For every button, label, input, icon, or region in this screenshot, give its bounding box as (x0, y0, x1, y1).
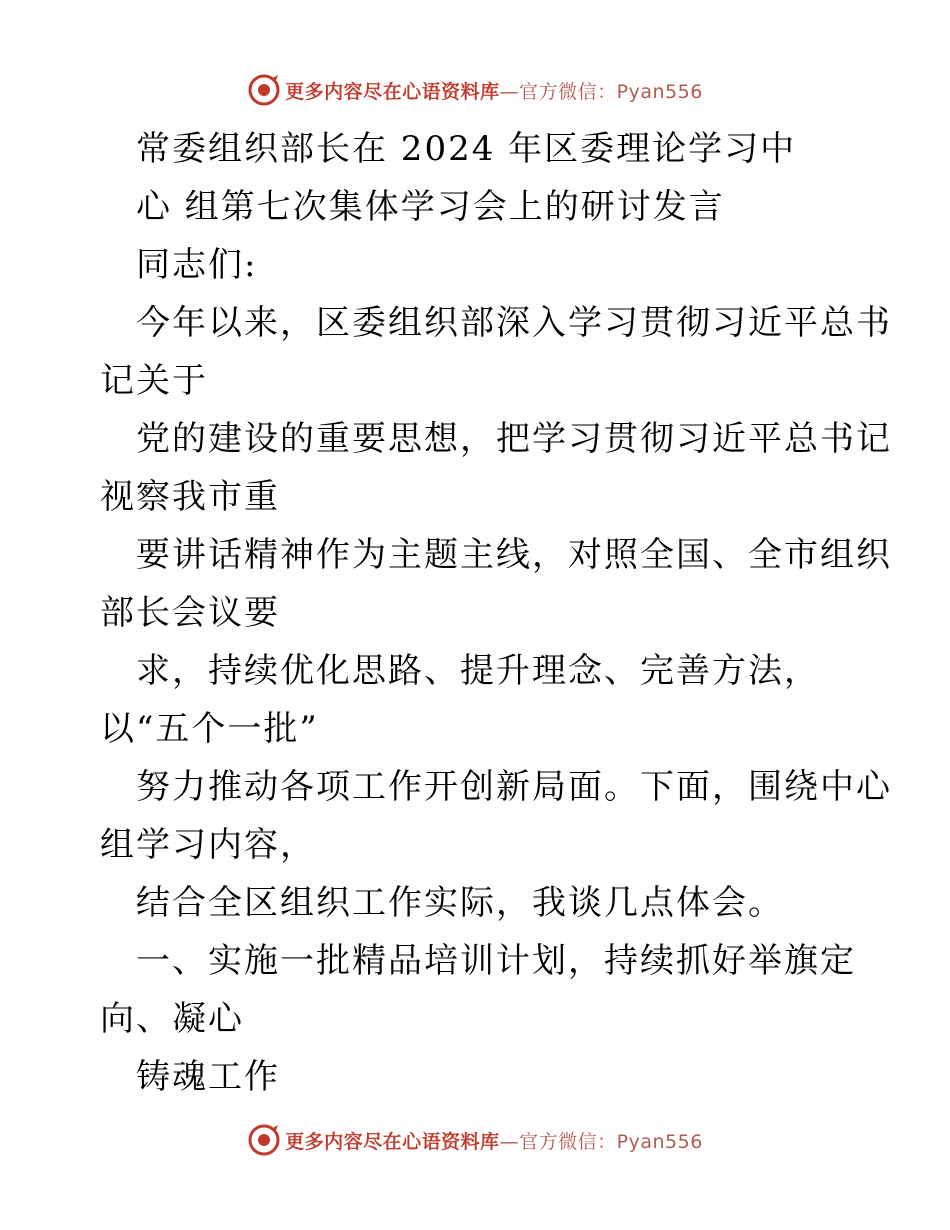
header-banner-dash: — (499, 80, 520, 103)
footer-banner (0, 1120, 950, 1160)
body-line: 视察我市重 (100, 477, 280, 517)
footer-banner-sub: 官方微信：Pyan556 (519, 1130, 703, 1153)
footer-banner-main: 更多内容尽在心语资料库 (285, 1130, 500, 1153)
body-line: 常委组织部长在 2024 年区委理论学习中 (136, 129, 797, 169)
header-banner (0, 70, 950, 110)
header-banner-inner (247, 73, 703, 107)
body-line: 同志们: (136, 245, 258, 285)
body-line: 向、凝心 (100, 999, 244, 1039)
body-line: 铸魂工作 (136, 1057, 280, 1097)
brand-logo-icon (247, 1123, 281, 1157)
header-banner-text (285, 77, 703, 104)
body-line: 记关于 (100, 361, 208, 401)
body-line: 以“五个一批” (100, 709, 319, 749)
header-banner-main: 更多内容尽在心语资料库 (285, 80, 500, 103)
body-line: 组学习内容， (100, 825, 316, 865)
body-line: 一、实施一批精品培训计划，持续抓好举旗定 (136, 941, 856, 981)
header-banner-sub: 官方微信：Pyan556 (519, 80, 703, 103)
body-line: 心 组第七次集体学习会上的研讨发言 (136, 187, 725, 227)
footer-banner-inner (247, 1123, 703, 1157)
body-line: 今年以来，区委组织部深入学习贯彻习近平总书 (136, 303, 892, 343)
footer-banner-dash: — (499, 1130, 520, 1153)
body-line: 要讲话精神作为主题主线，对照全国、全市组织 (136, 535, 892, 575)
body-line: 部长会议要 (100, 593, 280, 633)
body-line: 结合全区组织工作实际，我谈几点体会。 (136, 883, 784, 923)
body-line: 党的建设的重要思想，把学习贯彻习近平总书记 (136, 419, 892, 459)
brand-logo-icon (247, 73, 281, 107)
footer-banner-text (285, 1127, 703, 1154)
document-body (100, 120, 892, 1106)
body-line: 努力推动各项工作开创新局面。下面，围绕中心 (136, 767, 892, 807)
body-line: 求，持续优化思路、提升理念、完善方法， (136, 651, 820, 691)
